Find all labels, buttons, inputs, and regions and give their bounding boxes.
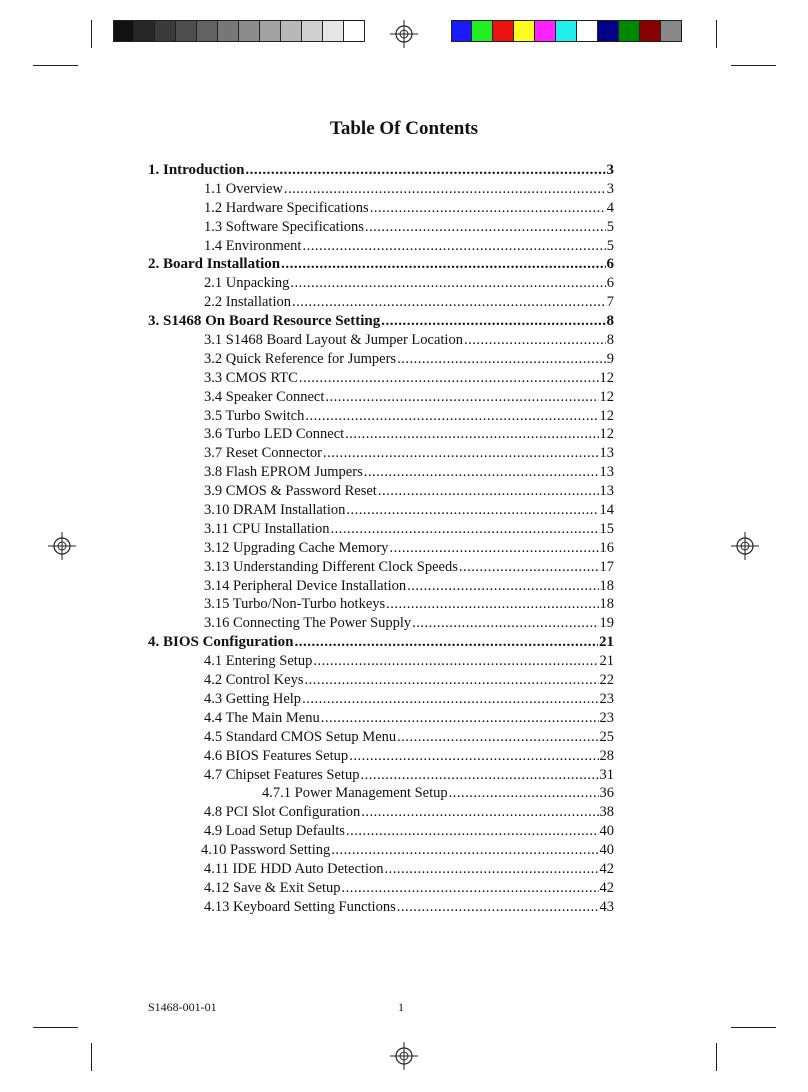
toc-leader-dots xyxy=(299,370,599,387)
toc-entry-page: 8 xyxy=(606,313,614,330)
toc-entry-page: 3 xyxy=(606,162,614,178)
toc-entry-label: 4.7.1 Power Management Setup xyxy=(262,785,448,802)
grayscale-calibration-bar xyxy=(113,20,365,42)
toc-entry-page: 18 xyxy=(599,577,614,594)
color-swatch xyxy=(556,20,577,42)
toc-entry[interactable] xyxy=(148,219,614,238)
toc-leader-dots xyxy=(284,181,606,198)
crop-mark xyxy=(33,1027,78,1028)
toc-entry-label: 4.10 Password Setting xyxy=(201,842,331,859)
toc-leader-dots xyxy=(321,710,599,727)
toc-entry-page: 9 xyxy=(606,350,614,367)
crop-mark xyxy=(716,1043,717,1071)
color-swatch xyxy=(281,20,302,42)
toc-entry[interactable] xyxy=(148,370,614,389)
color-swatch xyxy=(661,20,682,42)
toc-leader-dots xyxy=(389,540,598,557)
toc-entry-label: 3.4 Speaker Connect xyxy=(204,388,325,405)
toc-entry-label: 3. S1468 On Board Resource Setting xyxy=(148,313,381,330)
toc-leader-dots xyxy=(384,861,598,878)
toc-entry[interactable] xyxy=(148,767,614,786)
color-swatch xyxy=(197,20,218,42)
toc-leader-dots xyxy=(305,408,598,425)
toc-entry-page: 40 xyxy=(599,842,614,859)
toc-entry-label: 1.1 Overview xyxy=(204,180,283,197)
color-swatch xyxy=(619,20,640,42)
color-swatch xyxy=(323,20,344,42)
toc-entry[interactable] xyxy=(148,785,614,804)
toc-leader-dots xyxy=(294,634,598,651)
toc-entry-label: 4.2 Control Keys xyxy=(204,672,304,689)
toc-entry-page: 5 xyxy=(606,218,614,235)
toc-entry-page: 14 xyxy=(599,502,614,519)
toc-entry-label: 3.9 CMOS & Password Reset xyxy=(204,483,377,500)
color-swatch xyxy=(260,20,281,42)
toc-entry-label: 4.7 Chipset Features Setup xyxy=(204,766,360,783)
registration-mark-top xyxy=(390,20,418,48)
toc-entry-label: 4.8 PCI Slot Configuration xyxy=(204,804,361,821)
toc-entry-label: 4.3 Getting Help xyxy=(204,690,302,707)
toc-entry[interactable] xyxy=(148,200,614,219)
toc-entry-label: 1. Introduction xyxy=(148,162,245,178)
toc-leader-dots xyxy=(397,899,599,916)
toc-entry-label: 4.9 Load Setup Defaults xyxy=(204,823,345,840)
toc-entry-label: 2.1 Unpacking xyxy=(204,275,290,292)
toc-leader-dots xyxy=(360,767,598,784)
toc-entry-label: 3.10 DRAM Installation xyxy=(204,502,346,519)
toc-leader-dots xyxy=(349,748,598,765)
toc-entry[interactable] xyxy=(148,540,614,559)
toc-entry-page: 43 xyxy=(599,898,614,915)
crop-mark xyxy=(33,65,78,66)
crop-mark xyxy=(716,20,717,48)
toc-entry-label: 3.8 Flash EPROM Jumpers xyxy=(204,464,363,481)
toc-entry-label: 3.13 Understanding Different Clock Speeds xyxy=(204,558,458,575)
table-of-contents xyxy=(148,162,614,918)
color-swatch xyxy=(155,20,176,42)
toc-entry-page: 31 xyxy=(599,766,614,783)
toc-entry[interactable] xyxy=(148,332,614,351)
color-swatch xyxy=(134,20,155,42)
toc-entry[interactable] xyxy=(148,445,614,464)
toc-entry-page: 13 xyxy=(599,464,614,481)
toc-leader-dots xyxy=(407,578,598,595)
color-swatch xyxy=(577,20,598,42)
toc-entry-page: 19 xyxy=(599,615,614,632)
toc-leader-dots xyxy=(397,351,606,368)
toc-entry[interactable] xyxy=(148,181,614,200)
crop-mark xyxy=(91,20,92,48)
toc-entry-page: 3 xyxy=(606,180,614,197)
toc-entry[interactable] xyxy=(148,578,614,597)
toc-entry[interactable] xyxy=(148,256,614,275)
toc-entry-page: 16 xyxy=(599,539,614,556)
toc-entry-page: 23 xyxy=(599,690,614,707)
toc-leader-dots xyxy=(345,426,598,443)
toc-leader-dots xyxy=(346,502,598,519)
toc-entry-label: 4.6 BIOS Features Setup xyxy=(204,747,349,764)
toc-leader-dots xyxy=(281,256,605,273)
toc-entry-page: 28 xyxy=(599,747,614,764)
toc-leader-dots xyxy=(323,445,599,462)
toc-leader-dots xyxy=(292,294,606,311)
registration-mark-right xyxy=(731,532,759,560)
toc-entry[interactable] xyxy=(148,748,614,767)
toc-entry[interactable] xyxy=(148,502,614,521)
toc-entry[interactable] xyxy=(148,162,614,181)
toc-entry-label: 3.12 Upgrading Cache Memory xyxy=(204,539,389,556)
color-swatch xyxy=(218,20,239,42)
toc-entry[interactable] xyxy=(148,275,614,294)
toc-leader-dots xyxy=(325,389,598,406)
registration-mark-left xyxy=(48,532,76,560)
toc-entry-page: 36 xyxy=(599,785,614,802)
page-number: 1 xyxy=(398,1000,404,1014)
toc-entry-page: 18 xyxy=(599,596,614,613)
toc-leader-dots xyxy=(364,464,599,481)
color-swatch xyxy=(535,20,556,42)
registration-mark-bottom xyxy=(390,1042,418,1070)
toc-entry-label: 3.16 Connecting The Power Supply xyxy=(204,615,412,632)
toc-entry-page: 22 xyxy=(599,672,614,689)
toc-entry-label: 4.1 Entering Setup xyxy=(204,653,313,670)
toc-entry-page: 21 xyxy=(599,653,614,670)
toc-entry[interactable] xyxy=(148,596,614,615)
color-calibration-bar xyxy=(451,20,682,42)
toc-entry-page: 6 xyxy=(606,256,614,273)
toc-leader-dots xyxy=(464,332,606,349)
toc-entry[interactable] xyxy=(148,691,614,710)
toc-leader-dots xyxy=(331,521,599,538)
color-swatch xyxy=(598,20,619,42)
toc-entry-page: 13 xyxy=(599,483,614,500)
toc-entry[interactable] xyxy=(148,842,614,861)
toc-entry-page: 4 xyxy=(606,199,614,216)
toc-entry[interactable] xyxy=(148,313,614,332)
toc-entry-label: 1.4 Environment xyxy=(204,237,302,254)
toc-entry[interactable] xyxy=(148,634,614,653)
toc-leader-dots xyxy=(290,275,605,292)
toc-leader-dots xyxy=(302,238,605,255)
toc-leader-dots xyxy=(381,313,605,330)
toc-entry[interactable] xyxy=(148,710,614,729)
toc-entry-label: 3.5 Turbo Switch xyxy=(204,407,305,424)
color-swatch xyxy=(302,20,323,42)
toc-leader-dots xyxy=(370,200,606,217)
toc-entry[interactable] xyxy=(148,880,614,899)
toc-entry-page: 25 xyxy=(599,728,614,745)
toc-entry-label: 3.15 Turbo/Non-Turbo hotkeys xyxy=(204,596,386,613)
toc-entry[interactable] xyxy=(148,426,614,445)
color-swatch xyxy=(239,20,260,42)
toc-leader-dots xyxy=(361,804,598,821)
toc-entry[interactable] xyxy=(148,408,614,427)
toc-entry[interactable] xyxy=(148,653,614,672)
toc-leader-dots xyxy=(378,483,599,500)
toc-entry-page: 5 xyxy=(606,237,614,254)
toc-entry[interactable] xyxy=(148,389,614,408)
toc-entry-page: 42 xyxy=(599,879,614,896)
toc-leader-dots xyxy=(342,880,599,897)
toc-entry-page: 7 xyxy=(606,294,614,311)
toc-leader-dots xyxy=(449,785,599,802)
toc-entry-label: 3.2 Quick Reference for Jumpers xyxy=(204,350,397,367)
toc-entry-label: 4. BIOS Configuration xyxy=(148,634,294,651)
toc-leader-dots xyxy=(412,615,598,632)
toc-entry[interactable] xyxy=(148,294,614,313)
toc-leader-dots xyxy=(346,823,599,840)
toc-entry[interactable] xyxy=(148,238,614,257)
toc-entry[interactable] xyxy=(148,351,614,370)
toc-leader-dots xyxy=(365,219,606,236)
toc-entry-page: 42 xyxy=(599,860,614,877)
toc-entry[interactable] xyxy=(148,559,614,578)
toc-leader-dots xyxy=(302,691,598,708)
color-swatch xyxy=(344,20,365,42)
toc-entry[interactable] xyxy=(148,899,614,918)
crop-mark xyxy=(731,65,776,66)
toc-entry-label: 1.3 Software Specifications xyxy=(204,218,364,235)
toc-leader-dots xyxy=(386,596,598,613)
toc-entry-label: 1.2 Hardware Specifications xyxy=(204,199,369,216)
toc-entry-label: 4.4 The Main Menu xyxy=(204,709,320,726)
toc-entry-label: 4.13 Keyboard Setting Functions xyxy=(204,898,396,915)
toc-entry-page: 12 xyxy=(599,426,614,443)
toc-entry-label: 2. Board Installation xyxy=(148,256,281,273)
toc-entry-label: 3.11 CPU Installation xyxy=(204,520,330,537)
toc-entry[interactable] xyxy=(148,804,614,823)
color-swatch xyxy=(113,20,134,42)
toc-entry-page: 23 xyxy=(599,709,614,726)
color-swatch xyxy=(472,20,493,42)
toc-entry-label: 4.12 Save & Exit Setup xyxy=(204,879,341,896)
color-swatch xyxy=(514,20,535,42)
toc-entry-page: 38 xyxy=(599,804,614,821)
toc-entry-page: 40 xyxy=(599,823,614,840)
toc-entry[interactable] xyxy=(148,483,614,502)
toc-entry[interactable] xyxy=(148,729,614,748)
toc-entry-label: 2.2 Installation xyxy=(204,294,291,311)
color-swatch xyxy=(640,20,661,42)
color-swatch xyxy=(493,20,514,42)
toc-entry[interactable] xyxy=(148,464,614,483)
toc-entry-page: 15 xyxy=(599,520,614,537)
toc-entry-page: 8 xyxy=(606,332,614,349)
toc-leader-dots xyxy=(313,653,598,670)
toc-entry[interactable] xyxy=(148,861,614,880)
toc-entry-page: 12 xyxy=(599,369,614,386)
toc-entry-label: 3.1 S1468 Board Layout & Jumper Location xyxy=(204,332,463,349)
crop-mark xyxy=(731,1027,776,1028)
toc-leader-dots xyxy=(459,559,599,576)
toc-entry[interactable] xyxy=(148,672,614,691)
toc-entry-label: 3.3 CMOS RTC xyxy=(204,369,298,386)
toc-entry-page: 13 xyxy=(599,445,614,462)
toc-entry-label: 4.5 Standard CMOS Setup Menu xyxy=(204,728,397,745)
toc-entry-page: 6 xyxy=(606,275,614,292)
toc-entry-page: 17 xyxy=(599,558,614,575)
crop-mark xyxy=(91,1043,92,1071)
toc-entry[interactable] xyxy=(148,615,614,634)
toc-leader-dots xyxy=(245,162,605,179)
toc-leader-dots xyxy=(304,672,598,689)
toc-entry-page: 12 xyxy=(599,407,614,424)
toc-entry-label: 3.14 Peripheral Device Installation xyxy=(204,577,407,594)
color-swatch xyxy=(451,20,472,42)
toc-entry[interactable] xyxy=(148,521,614,540)
toc-entry-page: 21 xyxy=(599,634,614,651)
toc-entry-label: 3.6 Turbo LED Connect xyxy=(204,426,345,443)
color-swatch xyxy=(176,20,197,42)
document-id: S1468-001-01 xyxy=(148,1000,217,1014)
toc-entry[interactable] xyxy=(148,823,614,842)
toc-entry-label: 3.7 Reset Connector xyxy=(204,445,322,462)
page-title: Table Of Contents xyxy=(329,118,479,139)
toc-entry-label: 4.11 IDE HDD Auto Detection xyxy=(204,860,384,877)
toc-leader-dots xyxy=(397,729,598,746)
toc-entry-page: 12 xyxy=(599,388,614,405)
toc-leader-dots xyxy=(331,842,598,859)
